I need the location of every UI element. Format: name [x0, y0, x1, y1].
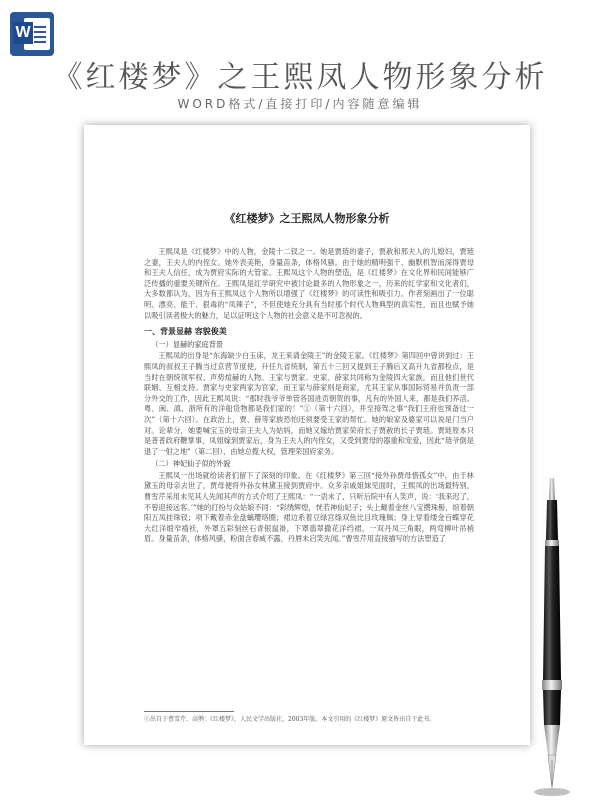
subsection-paragraph: 王熙凤一出场就给读者们留下了深刻的印象。在《红楼梦》第三回“接外孙贾母惜孤女”中，由于林黛玉的母亲去世了，贾母便将外孙女林黛玉接到贾府中。众多亲戚姐妹见面时，王熙凤的出场最特别，曹雪芹采用未见其人先闻其声的方式介绍了王熙凤：“一语未了，只听后院中有人笑声，说：‘我来迟了，不曾迎接远客。’”她的打扮与众姑娘不同：“彩绣辉煌，恍若神仙妃子；头上戴着金丝八宝攒珠髻，绾着朝阳五凤挂珠钗；项下戴着赤金盘螭璎珞圈；裙边系着豆绿宫绦双鱼比目玫瑰佩；身上穿着缕金百蝶穿花大红洋缎窄褙袄，外罩五彩刻丝石青银鼠褂，下罩翡翠撒花洋绉裙。一双丹凤三角眼，两弯柳叶吊梢眉。身量苗条，体格风骚，粉面含春威不露，丹唇未启笑先闻。”曹雪芹用直接描写的方法塑造了 — [144, 470, 474, 544]
footnote-divider — [144, 711, 234, 712]
word-doc-icon — [10, 12, 54, 56]
document-body — [144, 247, 474, 545]
subsection-heading: （二）神妃仙子似的外貌 — [151, 459, 231, 469]
document-page — [84, 125, 530, 745]
subsection-heading: （一）显赫的家庭背景 — [151, 339, 224, 349]
banner-subtitle: WORD格式/直接打印/内容随意编辑 — [177, 97, 423, 111]
document-title: 《红楼梦》之王熙凤人物形象分析 — [224, 212, 390, 225]
footnote: ①出自于曹雪芹、高鹗：《红楼梦》，人民文学出版社，2003年版。本文引用的《红楼梦》原文皆出自于此书。 — [144, 716, 436, 723]
fountain-pen-illustration — [518, 470, 578, 800]
banner-title: 《红楼梦》之王熙凤人物形象分析 — [52, 60, 548, 95]
subsection-paragraph: 王熙凤的出身是“东海缺少白玉床，龙王来请金陵王”的金陵王家。《红楼梦》第四回中曾讲到过：王熙凤的叔叔王子腾当过京营节度使，升任九省统制，第五十三回又提到王子腾后又高升九省都检点，是当时在朝统领军权、声势煊赫的人物。王家与贾家、史家、薛家共同称为金陵四大家族，而且他们世代联姻、互相支持。贾家与史家两家为官家，而王家与薛家则是商家，尤其王家从事国际贸易并负责一部分外交的工作，因此王熙凤说：“那时我爷爷单管各国进贡朝贺的事，凡有的外国人来，都是我们养活。粤、闽、滇、浙所有的洋船货物都是我们家的！”①（第十六回），并至接驾之事“我们王府也预备过一次”（第十六回）。在政治上，贾、薛等家族恐怕还须要受王家的帮忙。她的娘家及婆家可以说是门当户对。论辈分，她要喊宝玉的母亲王夫人为姑妈，而她又嫁给贾家荣府长子贾赦的长子贾琏。贾琏原本只是普普政府鞭掌事，凤姐嫁到贾家后，身为王夫人的内侄女，又受到贾母的器重和宠爱，因此“琏爷倒是退了一射之地”（第二回），由她总揽大权，管理荣国府家务。 — [144, 351, 474, 456]
section-heading: 一、背景显赫 容貌俊美 — [144, 326, 227, 337]
intro-paragraph: 王熙凤是《红楼梦》中的人物，金陵十二钗之一。她是贾琏的妻子，贾赦和邢夫人的儿媳妇，贾琏之妻，王夫人的内侄女。她外表美艳，身量苗条，体格风骚。由于她的精明强干、幽默机智而深得贾母和王夫人信任，成为贾府实际的大管家。王熙凤这个人物的塑造，是《红楼梦》在文化界和民间能够广泛传播的重要关键所在。王熙凤是红学研究中被讨论最多的人物形象之一，历来的红学家和文化者们，大多数都认为，因为有王熙凤这个人物所以增强了《红楼梦》的可读性和吸引力。作者刻画出了一位聪明、漂亮、能干、狠毒的“凤辣子”，不但使她充分具有当时那个时代人物典型的真实性，而且也赋予她以吸引读者极大的魅力，足以证明这个人物的社会意义是不可忽视的。 — [144, 247, 474, 320]
word-letter: W — [13, 22, 33, 44]
